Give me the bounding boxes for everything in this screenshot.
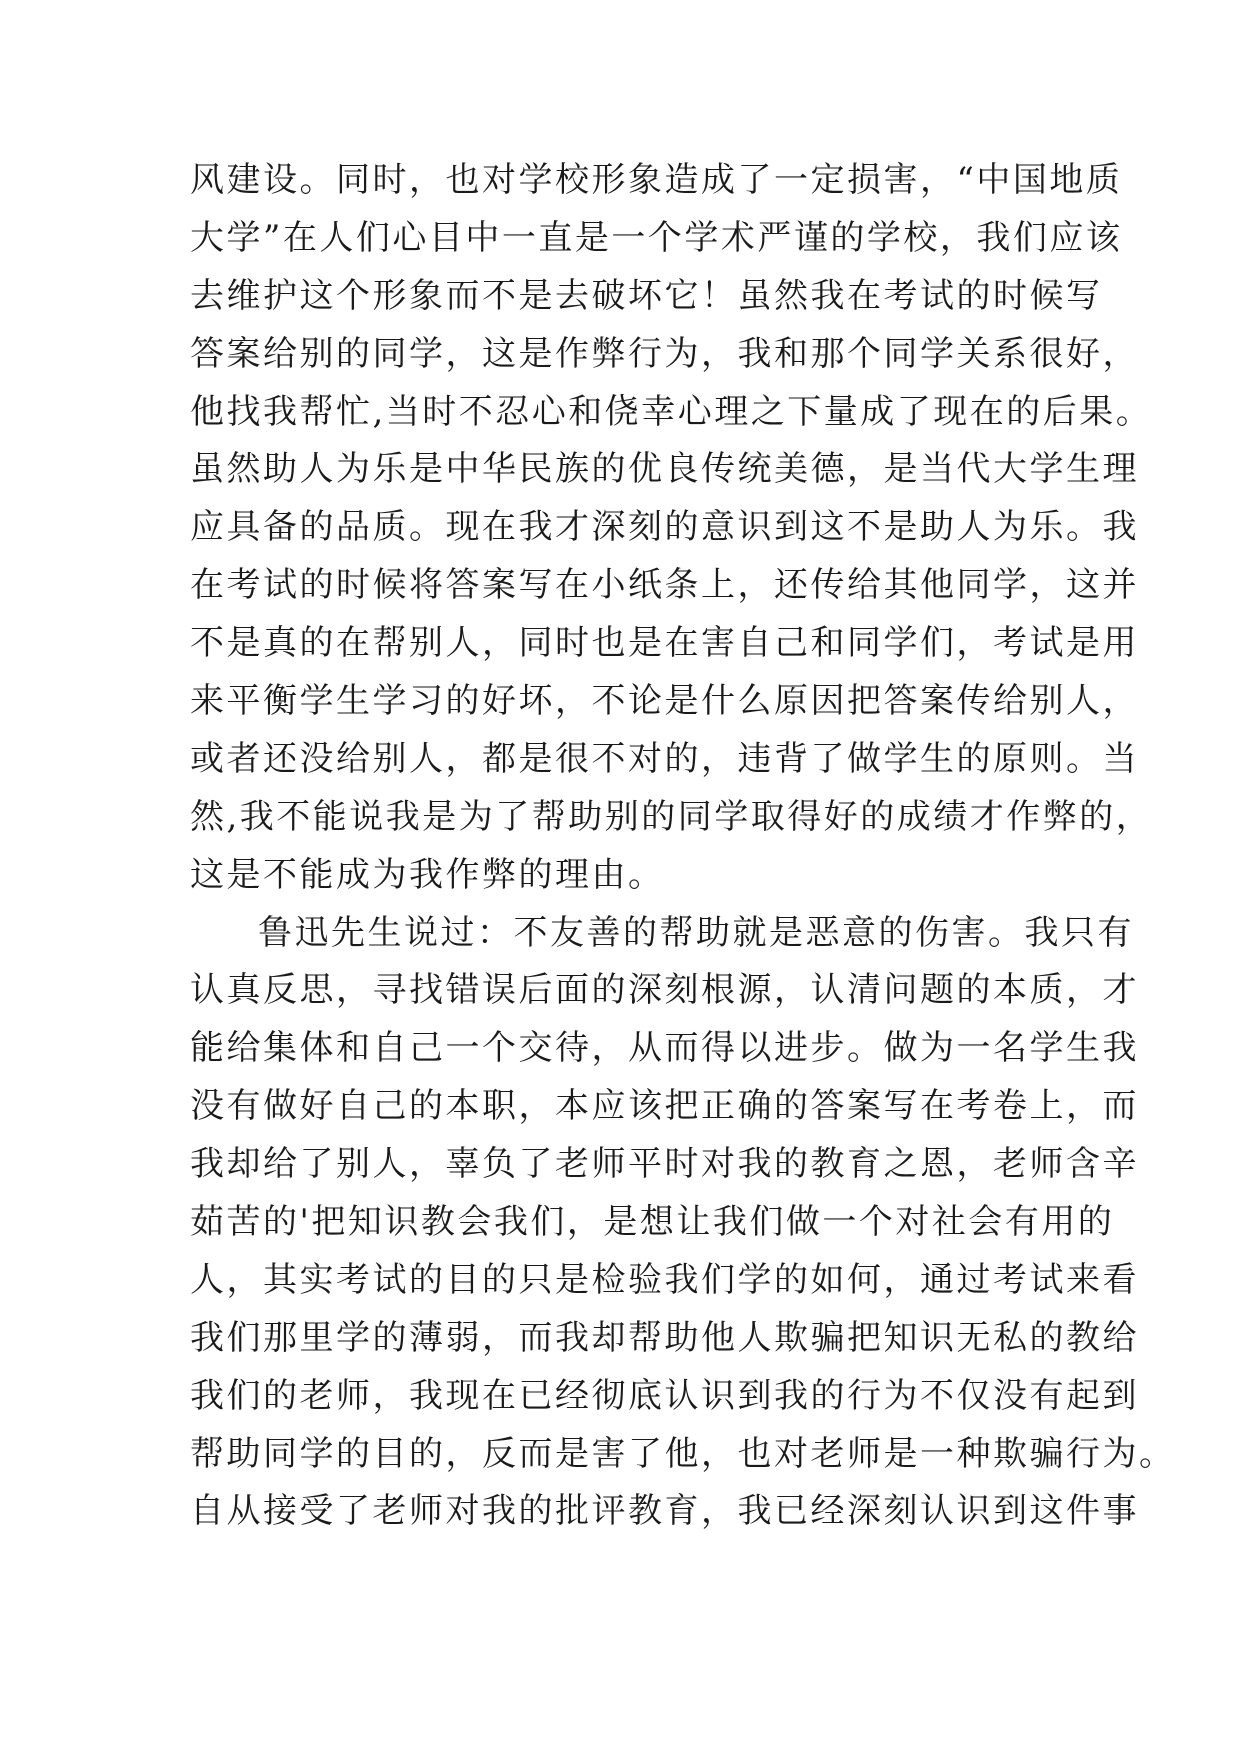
text-line: 虽然助人为乐是中华民族的优良传统美德，是当代大学生理 bbox=[190, 449, 1139, 490]
body-text bbox=[190, 152, 1176, 1541]
text-line: 认真反思，寻找错误后面的深刻根源，认清问题的本质，才 bbox=[190, 970, 1139, 1011]
text-line: 然,我不能说我是为了帮助别的同学取得好的成绩才作弊的， bbox=[190, 796, 1153, 837]
text-line: 没有做好自己的本职，本应该把正确的答案写在考卷上，而 bbox=[190, 1086, 1139, 1127]
text-line: 我却给了别人，辜负了老师平时对我的教育之恩，老师含辛 bbox=[190, 1144, 1139, 1185]
text-line: 不是真的在帮别人，同时也是在害自己和同学们，考试是用 bbox=[190, 623, 1139, 664]
text-line: 大学”在人们心目中一直是一个学术严谨的学校，我们应该 bbox=[190, 217, 1123, 258]
text-line: 在考试的时候将答案写在小纸条上，还传给其他同学，这并 bbox=[190, 565, 1139, 606]
text-line: 应具备的品质。现在我才深刻的意识到这不是助人为乐。我 bbox=[190, 507, 1139, 548]
text-line: 能给集体和自己一个交待，从而得以进步。做为一名学生我 bbox=[190, 1028, 1139, 1069]
text-line: 他找我帮忙,当时不忍心和侥幸心理之下量成了现在的后果。 bbox=[190, 391, 1153, 432]
text-line: 茹苦的'把知识教会我们，是想让我们做一个对社会有用的 bbox=[190, 1202, 1115, 1243]
text-line: 或者还没给别人，都是很不对的，违背了做学生的原则。当 bbox=[190, 738, 1139, 779]
text-line: 这是不能成为我作弊的理由。 bbox=[190, 854, 665, 895]
text-line: 风建设。同时，也对学校形象造成了一定损害，“中国地质 bbox=[190, 160, 1123, 200]
text-line: 答案给别的同学，这是作弊行为，我和那个同学关系很好， bbox=[190, 333, 1139, 374]
text-line: 人，其实考试的目的只是检验我们学的如何，通过考试来看 bbox=[190, 1259, 1139, 1300]
paragraph-start-line: 鲁迅先生说过：不友善的帮助就是恶意的伤害。我只有 bbox=[258, 912, 1134, 953]
text-line: 帮助同学的目的，反而是害了他，也对老师是一种欺骗行为。 bbox=[190, 1433, 1176, 1474]
text-line: 我们的老师，我现在已经彻底认识到我的行为不仅没有起到 bbox=[190, 1375, 1139, 1416]
text-line: 我们那里学的薄弱，而我却帮助他人欺骗把知识无私的教给 bbox=[190, 1317, 1139, 1358]
text-line: 自从接受了老师对我的批评教育，我已经深刻认识到这件事 bbox=[190, 1491, 1139, 1532]
text-line: 来平衡学生学习的好坏，不论是什么原因把答案传给别人， bbox=[190, 681, 1139, 722]
text-line: 去维护这个形象而不是去破坏它！虽然我在考试的时候写 bbox=[190, 275, 1103, 316]
